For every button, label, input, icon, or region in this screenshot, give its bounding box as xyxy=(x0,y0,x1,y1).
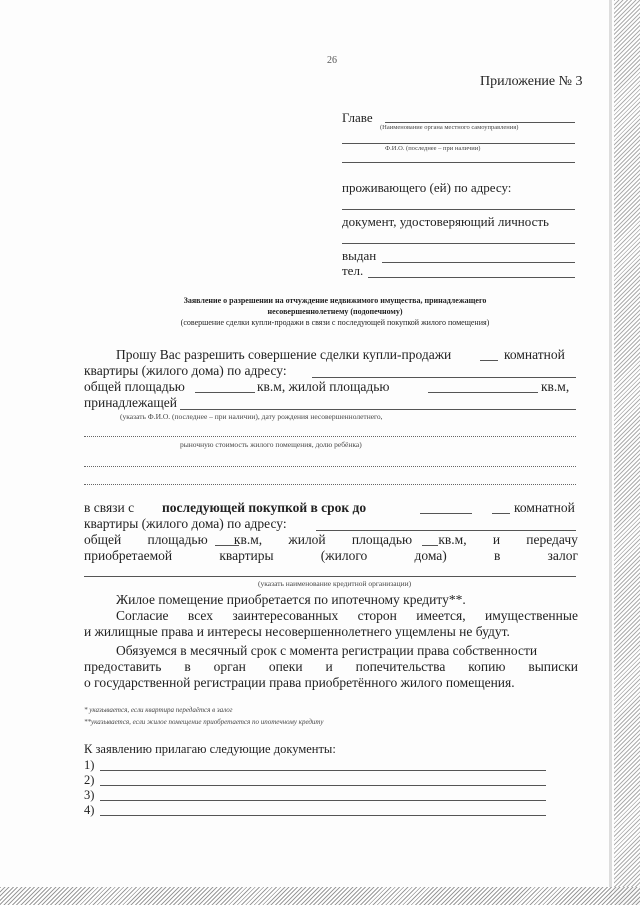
p1-line1-b: комнатной xyxy=(504,347,565,362)
id-doc-line xyxy=(342,243,575,244)
fill-line-2 xyxy=(84,466,576,467)
phone-line xyxy=(368,277,575,278)
word: заинтересованных xyxy=(232,608,339,623)
caption-fio: (указать Ф.И.О. (последнее – при наличии), дату рождения несовершеннолетнего, xyxy=(120,412,383,421)
scan-edge-line xyxy=(609,0,612,905)
p2-line2: квартиры (жилого дома) по адресу: xyxy=(84,516,287,531)
p2-line1-c: комнатной xyxy=(514,500,575,515)
scan-edge-hatching-right xyxy=(614,0,640,905)
fill-line-3 xyxy=(84,484,576,485)
word: сторон xyxy=(357,608,397,623)
owner-blank xyxy=(180,409,576,410)
residing-label: проживающего (ей) по адресу: xyxy=(342,180,512,195)
date-blank xyxy=(420,513,472,514)
p1-line3-c: кв.м, xyxy=(541,379,570,394)
to-label: Главе xyxy=(342,110,373,125)
page-number: 26 xyxy=(327,55,337,66)
word: площадью xyxy=(147,532,208,547)
attachment-item-1: 1) xyxy=(84,758,95,772)
word: выписки xyxy=(528,659,578,674)
p5-line3: о государственной регистрации права приобретённого жилого помещения. xyxy=(84,675,515,690)
p5-line2 xyxy=(84,659,578,675)
word: общей xyxy=(84,532,122,547)
phone-label: тел. xyxy=(342,263,364,278)
living-area-blank-2 xyxy=(422,545,438,546)
footnote-2: **указывается, если жилое помещение приобретается по ипотечному кредиту xyxy=(84,718,324,726)
id-doc-label: документ, удостоверяющий личность xyxy=(342,214,549,229)
word: (жилого xyxy=(320,548,368,563)
fio-line-2 xyxy=(342,162,575,163)
word: дома) xyxy=(414,548,447,563)
word: предоставить xyxy=(84,659,162,674)
word: и xyxy=(492,532,501,547)
appendix-label: Приложение № 3 xyxy=(480,74,583,89)
fio-caption: Ф.И.О. (последнее – при наличии) xyxy=(385,145,481,152)
issued-line xyxy=(382,262,575,263)
attachment-line-1 xyxy=(100,770,546,771)
org-caption: (Наименование органа местного самоуправления) xyxy=(380,124,519,131)
form-title-line2: несовершеннолетнему (подопечному) xyxy=(267,307,403,316)
address-line xyxy=(342,209,575,210)
p2-line3 xyxy=(84,532,578,548)
word: кв.м, xyxy=(438,532,467,547)
attachment-item-4: 4) xyxy=(84,803,95,817)
word: приобретаемой xyxy=(84,548,173,563)
living-area-blank-1 xyxy=(428,392,538,393)
word: и xyxy=(325,659,333,674)
footnote-1: * указывается, если квартира передаётся в залог xyxy=(84,706,233,714)
rooms-blank-2 xyxy=(492,513,510,514)
word: имеется, xyxy=(416,608,466,623)
p2-line1-a: в связи с xyxy=(84,500,135,515)
attachment-line-3 xyxy=(100,800,546,801)
word: всех xyxy=(187,608,213,623)
area-blank-2 xyxy=(215,545,239,546)
bank-blank xyxy=(84,576,576,577)
p3: Жилое помещение приобретается по ипотечному кредиту**. xyxy=(116,592,466,607)
word: кв.м, xyxy=(233,532,263,547)
area-blank-1 xyxy=(195,392,255,393)
p1-line3-b: кв.м, жилой площадью xyxy=(257,379,390,394)
word: площадью xyxy=(351,532,413,547)
word: залог xyxy=(547,548,578,563)
form-title-line1: Заявление о разрешении на отчуждение недвижимого имущества, принадлежащего xyxy=(183,296,487,305)
word: копию xyxy=(468,659,506,674)
attachment-item-3: 3) xyxy=(84,788,95,802)
p1-line1-a: Прошу Вас разрешить совершение сделки купли-продажи xyxy=(116,347,452,362)
word: квартиры xyxy=(219,548,274,563)
word: Согласие xyxy=(116,608,169,623)
attachment-item-2: 2) xyxy=(84,773,95,787)
attachment-line-4 xyxy=(100,815,546,816)
head-name-line xyxy=(385,122,575,123)
word: опеки xyxy=(268,659,303,674)
rooms-blank-1 xyxy=(480,360,498,361)
p2-line4 xyxy=(84,548,578,564)
word: имущественные xyxy=(485,608,578,623)
fio-line xyxy=(342,143,575,144)
word: жилой xyxy=(288,532,326,547)
p4-line2: и жилищные права и интересы несовершеннолетнего ущемлены не будут. xyxy=(84,624,510,639)
address-blank-2 xyxy=(316,530,576,531)
p2-line1-b: последующей покупкой в срок до xyxy=(162,500,367,515)
p1-line3-a: общей площадью xyxy=(84,379,185,394)
word: орган xyxy=(213,659,246,674)
caption-value: рыночную стоимость жилого помещения, долю ребёнка) xyxy=(180,440,362,449)
p4-line1 xyxy=(116,608,578,624)
word: передачу xyxy=(526,532,578,547)
fill-line-1 xyxy=(84,436,576,437)
word: попечительства xyxy=(355,659,446,674)
p5-line1: Обязуемся в месячный срок с момента регистрации права собственности xyxy=(116,643,538,658)
p1-line4: принадлежащей xyxy=(84,395,177,410)
caption-bank: (указать наименование кредитной организации) xyxy=(258,579,412,588)
p1-line2: квартиры (жилого дома) по адресу: xyxy=(84,363,287,378)
attachments-label: К заявлению прилагаю следующие документы: xyxy=(84,742,336,756)
attachment-line-2 xyxy=(100,785,546,786)
word: в xyxy=(184,659,191,674)
form-subtitle: (совершение сделки купли-продажи в связи с последующей покупкой жилого помещения) xyxy=(180,318,490,327)
scan-edge-hatching-bottom xyxy=(0,887,640,905)
word: в xyxy=(493,548,501,563)
address-blank-1 xyxy=(312,377,576,378)
issued-label: выдан xyxy=(342,248,377,263)
